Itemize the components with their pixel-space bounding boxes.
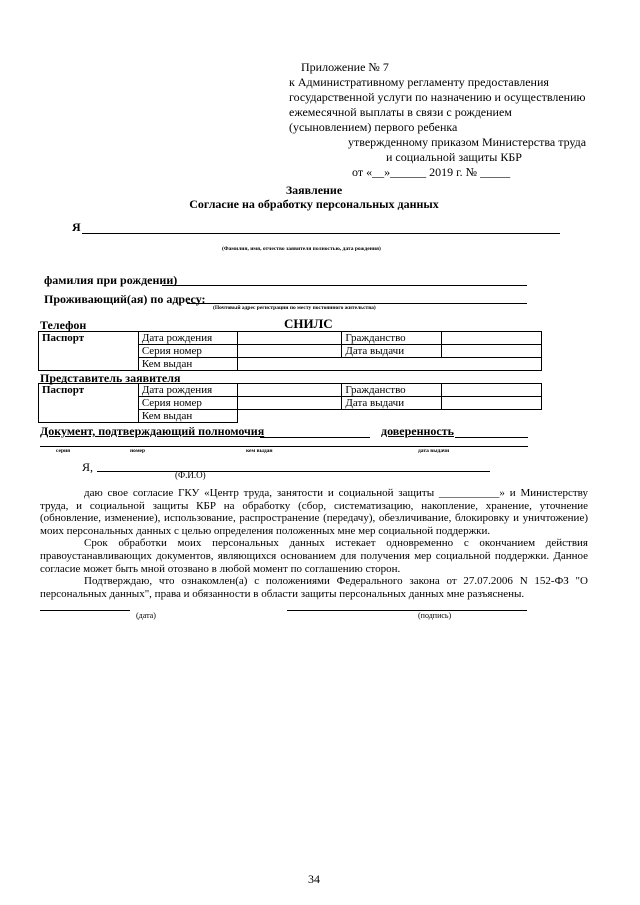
issued-by-label: Кем выдан [138, 358, 237, 371]
birth-surname-line[interactable] [162, 285, 527, 286]
header-line: (усыновлением) первого ребенка [289, 120, 458, 134]
rep-birth-date-label: Дата рождения [138, 384, 237, 397]
representative-passport-table [38, 383, 542, 423]
document-title: Заявление [285, 183, 343, 197]
rep-issue-date-field[interactable] [442, 397, 542, 410]
rep-issued-by-field[interactable] [237, 410, 541, 423]
signature-hint: (подпись) [418, 611, 452, 620]
document-subtitle: Согласие на обработку персональных данных [189, 197, 439, 211]
snils-label: СНИЛС [284, 316, 333, 331]
address-line[interactable] [187, 303, 527, 304]
authority-doc-label: Документ, подтверждающий полномочия [40, 424, 265, 438]
header-line: к Административному регламенту предоставления [289, 75, 549, 89]
rep-series-number-label: Серия номер [138, 397, 237, 410]
consent-fio-hint: (Ф.И.О) [175, 470, 206, 480]
authority-doc-line[interactable] [260, 437, 370, 438]
date-hint: (дата) [136, 611, 156, 620]
consent-ya-label: Я, [82, 460, 94, 474]
citizenship-field[interactable] [442, 332, 542, 345]
rep-citizenship-label: Гражданство [342, 384, 442, 397]
authority-doc-details-line[interactable] [40, 446, 528, 447]
hint-issue-date: дата выдачи [418, 448, 450, 454]
representative-label: Представитель заявителя [40, 371, 181, 385]
issue-date-field[interactable] [442, 345, 542, 358]
rep-issued-by-label: Кем выдан [138, 410, 237, 423]
header-line: государственной услуги по назначению и осуществлению [289, 90, 586, 104]
rep-series-number-field[interactable] [237, 397, 342, 410]
header-line: ежемесячной выплаты в связи с рождением [289, 105, 512, 119]
rep-issue-date-label: Дата выдачи [342, 397, 442, 410]
issued-by-field[interactable] [237, 358, 541, 371]
birth-surname-label: фамилия при рождении) [44, 273, 178, 287]
consent-text [40, 487, 588, 600]
date-line[interactable] [40, 610, 130, 611]
citizenship-label: Гражданство [342, 332, 442, 345]
consent-paragraph-2: Срок обработки моих персональных данных истекает одновременно с окончанием действия правоустанавливающих документов, являющихся основанием для получения мер социальной поддержки. Данное согласие может быть мной отозвано в любой момент по соглашению сторон. [40, 537, 588, 575]
address-hint: (Почтовый адрес регистрации по месту постоянного жительства) [213, 305, 376, 311]
hint-issued-by: кем выдан [246, 448, 273, 454]
header-line: утвержденному приказом Министерства труда [348, 135, 587, 149]
hint-number: номер [130, 448, 146, 454]
authority-doc-type: доверенность [381, 424, 454, 438]
series-number-label: Серия номер [138, 345, 237, 358]
issue-date-label: Дата выдачи [342, 345, 442, 358]
hint-series: серия [56, 448, 71, 454]
signature-line[interactable] [287, 610, 527, 611]
applicant-name-hint: (Фамилия, имя, отчество заявителя полностью, дата рождения) [222, 246, 381, 252]
applicant-ya-label: Я [72, 220, 81, 234]
birth-date-field[interactable] [237, 332, 342, 345]
page-number: 34 [308, 872, 320, 886]
consent-paragraph-3: Подтверждаю, что ознакомлен(а) с положениями Федерального закона от 27.07.2006 N 152-ФЗ "О персональных данных", права и обязанности в области защиты персональных данных мне разъяснены. [40, 575, 588, 600]
phone-label: Телефон [40, 318, 87, 332]
order-date-number: от «__»______ 2019 г. № _____ [352, 165, 511, 179]
passport-table [38, 331, 542, 371]
address-label: Проживающий(ая) по адресу: [44, 292, 206, 306]
authority-doc-line-right[interactable] [455, 437, 528, 438]
rep-birth-date-field[interactable] [237, 384, 342, 397]
birth-date-label: Дата рождения [138, 332, 237, 345]
consent-fio-line[interactable] [97, 471, 490, 472]
consent-paragraph-1: даю свое согласие ГКУ «Центр труда, занятости и социальной защиты ___________» и Министерству труда, и социальной защиты КБР на обработку (сбор, систематизацию, накопление, хранение, уточнение (обновление, изменение), использование, распространение (передачу), обезличивание, блокировку и уничтожение) моих персональных данных с целью определения положенных мне мер социальной поддержки. [40, 487, 588, 537]
rep-citizenship-field[interactable] [442, 384, 542, 397]
series-number-field[interactable] [237, 345, 342, 358]
passport-label: Паспорт [39, 332, 139, 371]
rep-passport-label: Паспорт [39, 384, 139, 423]
appendix-number: Приложение № 7 [301, 60, 389, 74]
header-line: и социальной защиты КБР [386, 150, 522, 164]
applicant-name-line[interactable] [82, 233, 560, 234]
